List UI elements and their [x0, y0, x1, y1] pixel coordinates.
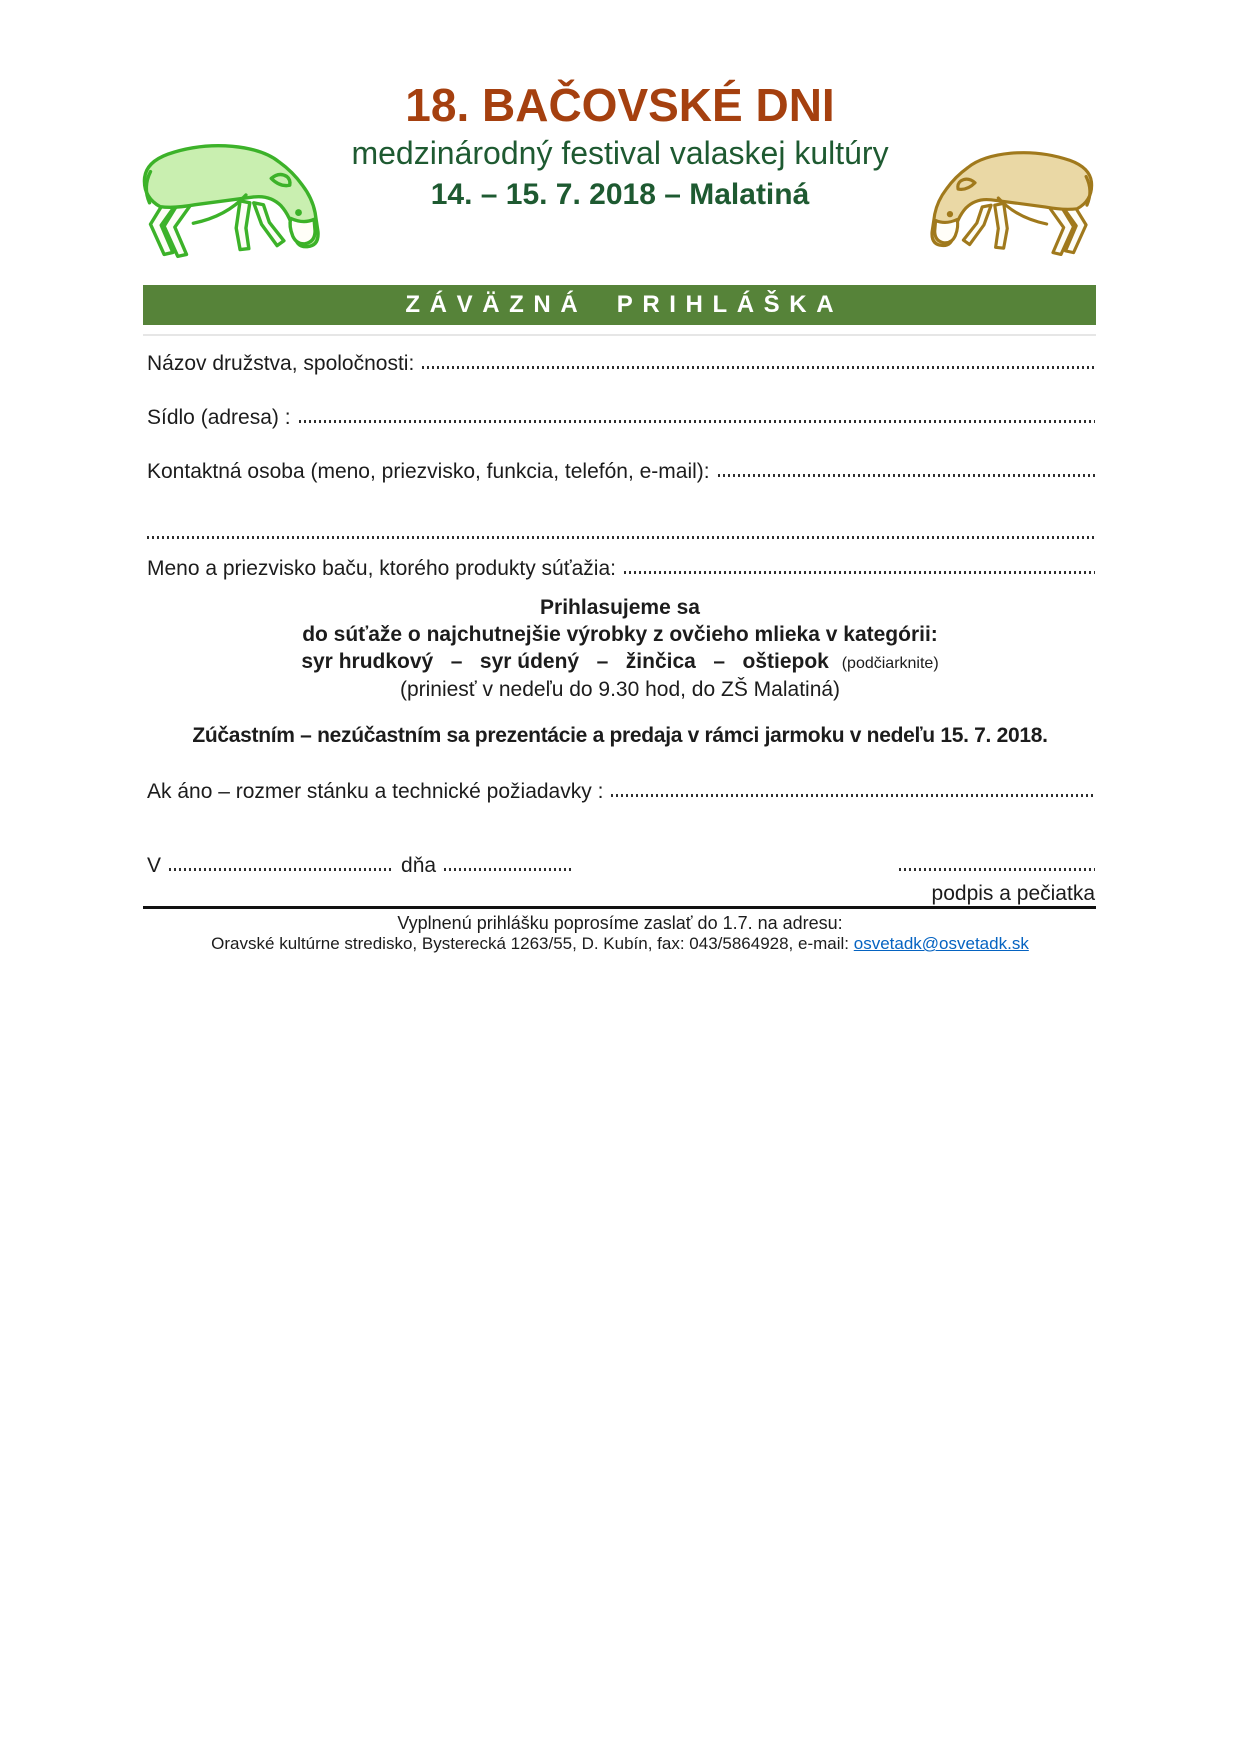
form-title-banner — [143, 285, 1096, 325]
delivery-note: (priniesť v nedeľu do 9.30 hod, do ZŠ Malatiná) — [399, 678, 841, 701]
fill-in-dotted-line — [444, 868, 574, 871]
fill-in-dotted-line — [718, 474, 1095, 477]
category-options: syr hrudkový – syr údený – žinčica – oštiepok — [301, 650, 829, 673]
footer-address: Oravské kultúrne stredisko, Bysterecká 1263/55, D. Kubín, fax: 043/5864928, e-mail: — [211, 934, 854, 953]
event-date-location: 14. – 15. 7. 2018 – Malatiná — [430, 177, 810, 211]
form-title-label: ZÁVÄZNÁ PRIHLÁŠKA — [405, 291, 844, 318]
place-label: V — [147, 854, 162, 877]
date-label: dňa — [401, 854, 437, 877]
footer-instruction: Vyplnenú prihlášku poprosíme zaslať do 1.7. na adresu: — [397, 913, 843, 933]
fill-in-dotted-line — [624, 571, 1095, 574]
fill-in-dotted-line — [169, 868, 393, 871]
signature-caption: podpis a pečiatka — [931, 882, 1095, 905]
field-label: Názov družstva, spoločnosti: — [147, 352, 415, 375]
banner-divider — [143, 334, 1096, 336]
field-label: Sídlo (adresa) : — [147, 406, 291, 429]
fill-in-dotted-line — [299, 420, 1095, 423]
form-field-row — [147, 514, 1095, 540]
event-subtitle: medzinárodný festival valaskej kultúry — [351, 135, 889, 171]
field-label: Meno a priezvisko baču, ktorého produkty súťažia: — [147, 557, 616, 580]
form-field-row — [147, 406, 1095, 430]
fill-in-dotted-line — [147, 536, 1095, 539]
footer-divider — [143, 906, 1096, 909]
email-link[interactable]: osvetadk@osvetadk.sk — [853, 934, 1029, 953]
header — [145, 79, 1095, 212]
form-field-row — [147, 780, 1095, 804]
underline-instruction: (podčiarknite) — [841, 655, 939, 672]
fill-in-dotted-line — [422, 366, 1095, 369]
form-field-row — [147, 460, 1095, 484]
footer-address-line — [95, 934, 1145, 954]
fill-in-dotted-line — [611, 794, 1095, 797]
form-field-row — [147, 557, 1095, 581]
fill-in-dotted-line — [899, 868, 1095, 871]
competition-categories-line — [145, 650, 1095, 674]
competition-subheading: do súťaže o najchutnejšie výrobky z ovčieho mlieka v kategórii: — [302, 623, 938, 646]
participation-statement: Zúčastním – nezúčastním sa prezentácie a predaja v rámci jarmoku v nedeľu 15. 7. 2018. — [192, 724, 1048, 747]
competition-heading: Prihlasujeme sa — [540, 596, 700, 619]
form-field-row — [147, 352, 1095, 376]
signature-row — [147, 854, 1095, 878]
field-label: Ak áno – rozmer stánku a technické požiadavky : — [147, 780, 604, 803]
event-title: 18. BAČOVSKÉ DNI — [405, 79, 835, 131]
field-label: Kontaktná osoba (meno, priezvisko, funkcia, telefón, e-mail): — [147, 460, 710, 483]
